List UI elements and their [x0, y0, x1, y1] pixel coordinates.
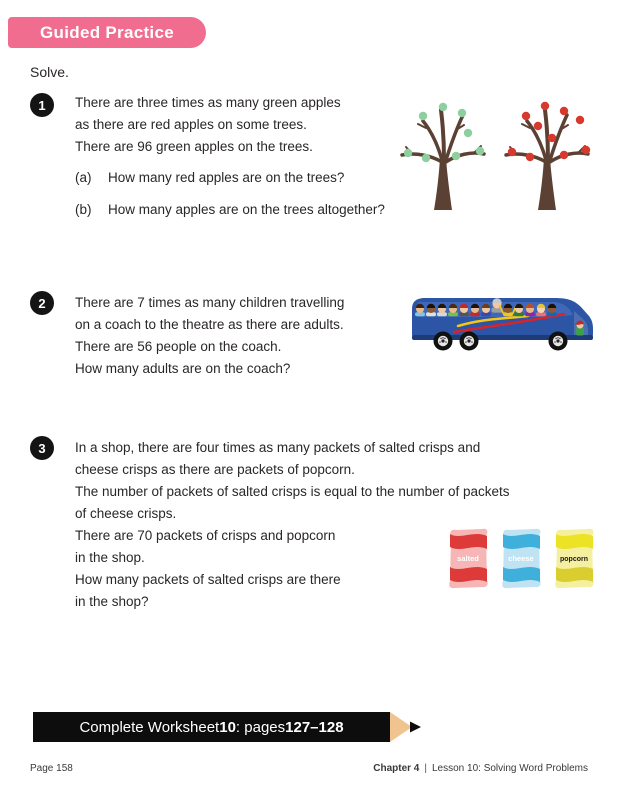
crisp-packets-illustration	[446, 527, 596, 597]
subquestion-label: (a)	[75, 170, 92, 185]
green-apple-tree-icon	[402, 103, 484, 210]
problem-1-text	[75, 92, 415, 231]
chapter-label: Chapter 4	[373, 763, 420, 774]
subquestion-label: (b)	[75, 202, 92, 217]
problem-line: There are three times as many green apples	[75, 95, 341, 110]
coach-bus-illustration	[406, 288, 598, 354]
subquestion-a	[75, 167, 415, 189]
chapter-lesson-label	[373, 763, 588, 774]
solve-label: Solve.	[30, 64, 69, 80]
problem-line: There are 70 packets of crisps and popcorn	[75, 528, 336, 543]
popcorn-packet-icon	[555, 529, 593, 588]
subquestion-b	[75, 199, 415, 221]
problem-line: There are 56 people on the coach.	[75, 339, 282, 354]
problem-line: on a coach to the theatre as there are adults.	[75, 317, 344, 332]
guided-practice-banner	[8, 17, 206, 48]
problem-line: The number of packets of salted crisps is equal to the number of packets	[75, 484, 510, 499]
worksheet-text: : pages	[235, 718, 286, 736]
cheese-crisps-packet-icon	[502, 529, 540, 588]
lesson-label: Lesson 10: Solving Word Problems	[431, 763, 588, 774]
page-title: Guided Practice	[40, 22, 174, 42]
problem-3-number-badge: 3	[30, 436, 54, 460]
problem-2-text	[75, 292, 415, 380]
subquestion-text: How many apples are on the trees altogether?	[108, 202, 385, 217]
red-apple-tree-icon	[506, 102, 590, 210]
problem-line: of cheese crisps.	[75, 506, 177, 521]
worksheet-number: 10	[219, 718, 236, 736]
problem-line: in the shop?	[75, 594, 149, 609]
problem-line: as there are red apples on some trees.	[75, 117, 307, 132]
pencil-tip-icon	[390, 712, 424, 742]
salted-crisps-packet-icon	[449, 529, 487, 588]
worksheet-text: Complete Worksheet	[79, 718, 220, 736]
page-number: Page 158	[30, 763, 73, 774]
adult-passenger	[492, 298, 503, 312]
problem-2-number-badge: 2	[30, 291, 54, 315]
problem-line: In a shop, there are four times as many packets of salted crisps and	[75, 440, 481, 455]
problem-line: cheese crisps as there are packets of popcorn.	[75, 462, 355, 477]
problem-line: There are 7 times as many children travelling	[75, 295, 345, 310]
popcorn-label: popcorn	[560, 556, 588, 563]
problem-line: How many packets of salted crisps are there	[75, 572, 341, 587]
problem-1-subquestions	[75, 167, 415, 221]
problem-line: There are 96 green apples on the trees.	[75, 139, 313, 154]
footer-separator: |	[424, 763, 427, 774]
worksheet-pages: 127–128	[285, 718, 344, 736]
cheese-label: cheese	[508, 554, 534, 563]
problem-line: How many adults are on the coach?	[75, 361, 291, 376]
problem-line: in the shop.	[75, 550, 145, 565]
problem-1-number-badge: 1	[30, 93, 54, 117]
worksheet-banner	[33, 712, 390, 742]
subquestion-text: How many red apples are on the trees?	[108, 170, 345, 185]
apple-trees-illustration	[396, 100, 592, 212]
salted-label: salted	[457, 554, 479, 563]
